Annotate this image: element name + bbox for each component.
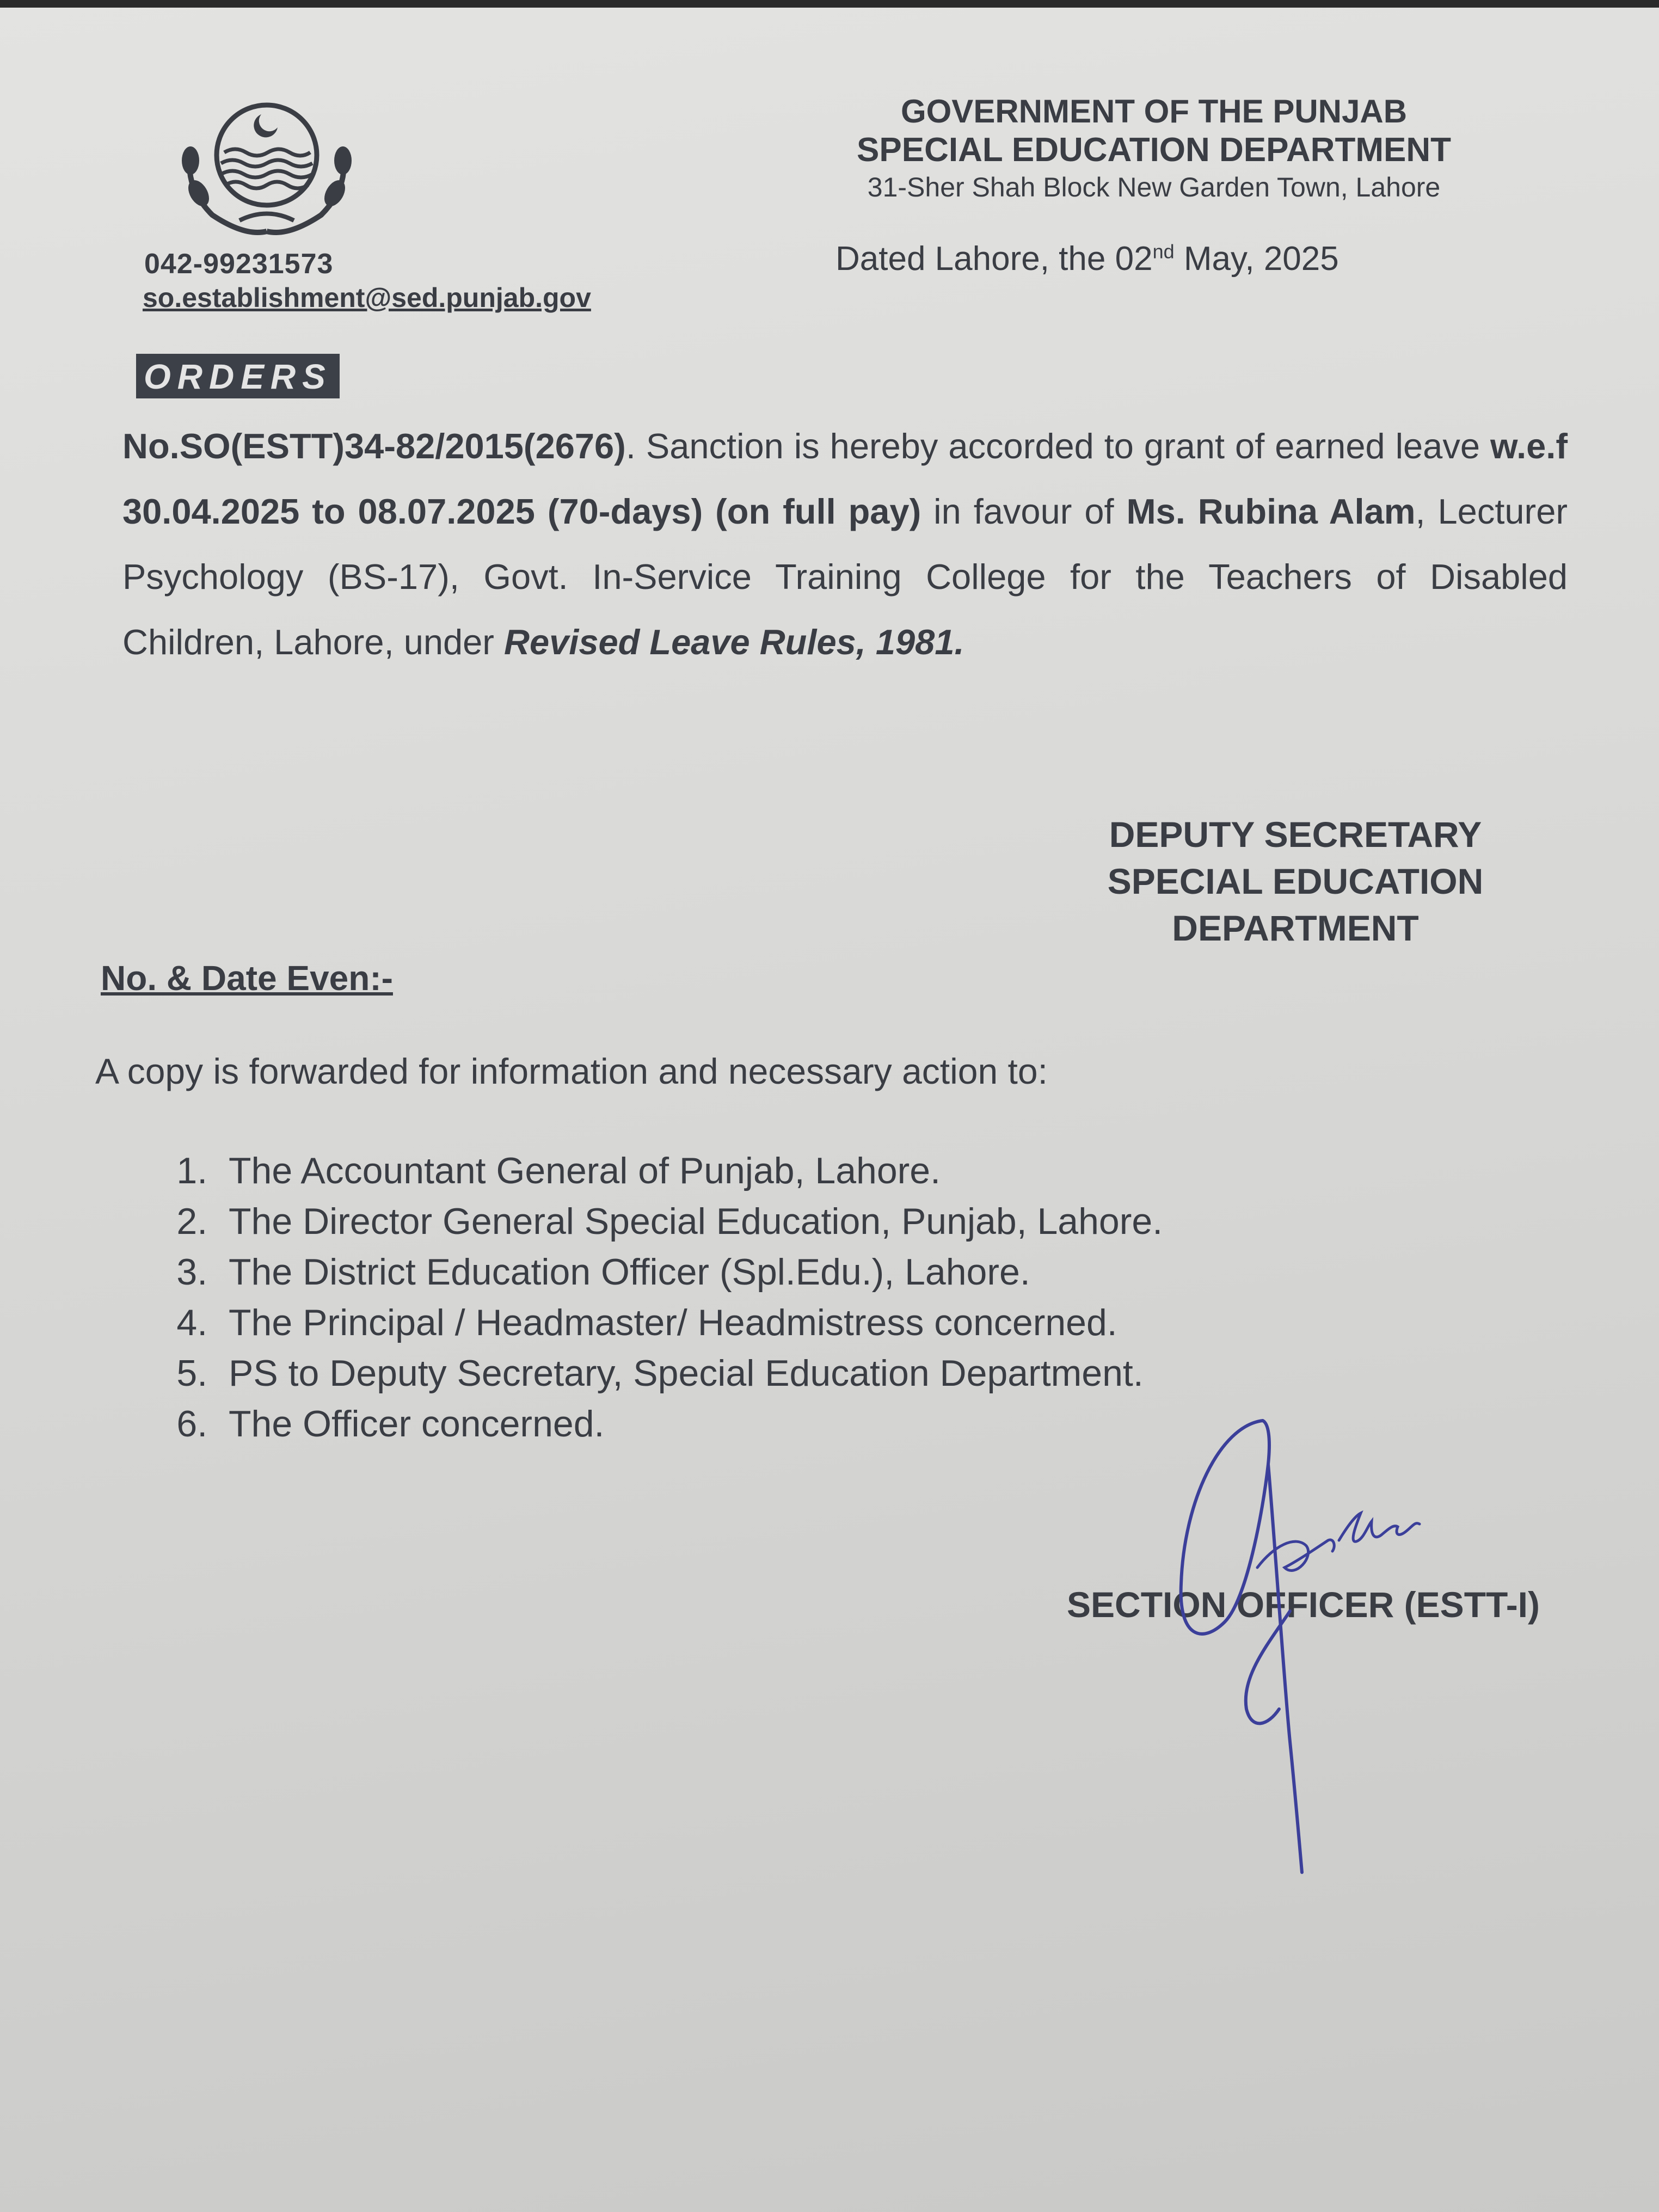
- leave-period: w.e.f 30.04.2025 to 08.07.2025 (70-days) (on full pay): [122, 426, 1568, 531]
- department-title: SPECIAL EDUCATION DEPARTMENT: [857, 131, 1451, 169]
- list-item: 4. The Principal / Headmaster/ Headmistress concerned.: [218, 1298, 1470, 1348]
- department-address: 31-Sher Shah Block New Garden Town, Lahore: [867, 172, 1441, 202]
- email-address: so.establishment@sed.punjab.gov: [143, 282, 591, 313]
- orders-heading: ORDERS: [136, 354, 340, 398]
- order-number: No.SO(ESTT)34-82/2015(2676): [122, 426, 626, 466]
- no-and-date-even: No. & Date Even:-: [101, 958, 393, 998]
- order-paragraph: No.SO(ESTT)34-82/2015(2676). Sanction is hereby accorded to grant of earned leave w.e.f 30.04.2025 to 08.07.2025 (70-days) (on full pay) in favour of Ms. Rubina Alam, Lecturer Psychology (BS-17), Govt. In-Service Training College for the Teachers of Disabled Children, Lahore, under Revised Leave Rules, 1981.: [122, 426, 1568, 662]
- punjab-govt-emblem-icon: [158, 93, 376, 239]
- list-item: 5. PS to Deputy Secretary, Special Education Department.: [218, 1348, 1470, 1399]
- employee-name: Ms. Rubina Alam: [1126, 491, 1416, 531]
- forward-text: A copy is forwarded for information and necessary action to:: [95, 1051, 1048, 1091]
- list-item: 2. The Director General Special Education, Punjab, Lahore.: [218, 1196, 1470, 1247]
- list-item: 1. The Accountant General of Punjab, Lahore.: [218, 1146, 1470, 1196]
- photo-edge-strip: [0, 0, 1659, 8]
- document-date: Dated Lahore, the 02nd May, 2025: [835, 240, 1339, 278]
- leave-rules: Revised Leave Rules, 1981.: [504, 622, 964, 662]
- handwritten-signature: [1132, 1404, 1470, 1883]
- signatory-line-2: SPECIAL EDUCATION: [1107, 861, 1484, 901]
- list-item: 6. The Officer concerned.: [218, 1399, 1470, 1449]
- section-officer-title: SECTION OFFICER (ESTT-I): [1067, 1584, 1540, 1625]
- signatory-line-1: DEPUTY SECRETARY: [1109, 814, 1482, 855]
- phone-number: 042-99231573: [144, 248, 334, 280]
- list-item: 3. The District Education Officer (Spl.Edu.), Lahore.: [218, 1247, 1470, 1298]
- government-title: GOVERNMENT OF THE PUNJAB: [900, 93, 1408, 130]
- signatory-line-3: DEPARTMENT: [1172, 908, 1419, 948]
